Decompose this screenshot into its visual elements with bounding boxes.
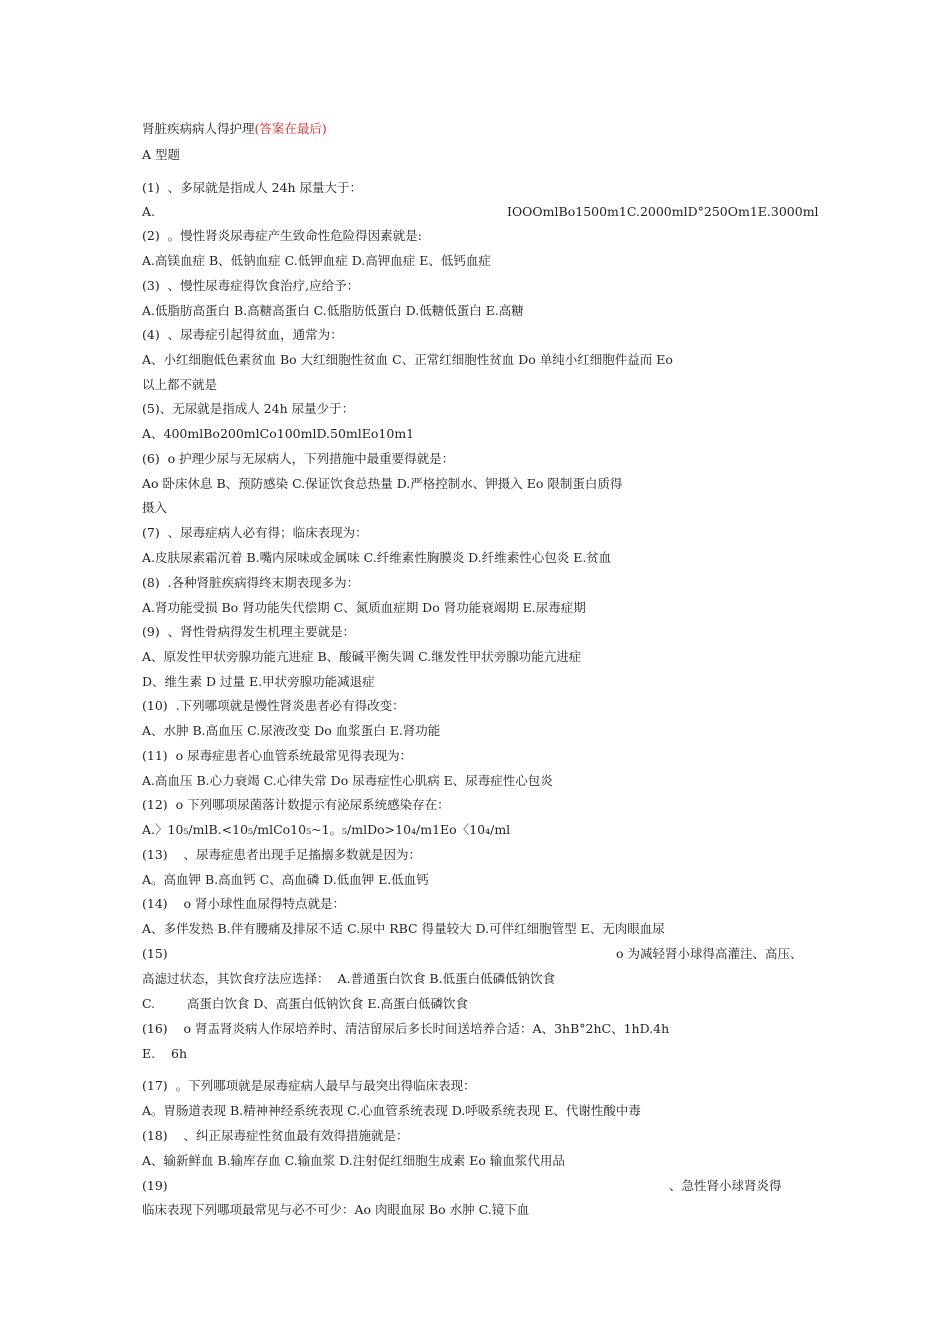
question-line: (19) — [142, 1178, 168, 1193]
question-line: (16) o 肾盂肾炎病人作尿培养时、清洁留尿后多长时间送培养合适：A、3hB°2hC、1hD.4h — [142, 1021, 670, 1036]
question-line: (13) 、尿毒症患者出现手足搐搦多数就是因为： — [142, 847, 422, 862]
option-line: A. — [142, 204, 156, 219]
option-line: A.皮肤尿素霜沉着 B.嘴内尿味或金属味 C.纤维素性胸膜炎 D.纤维素性心包炎 E.贫血 — [142, 550, 612, 565]
option-line: 摄入 — [142, 500, 168, 515]
option-line: A。胃肠道表现 B.精神神经系统表现 C.心血管系统表现 D.呼吸系统表现 E、代谢性酸中毒 — [142, 1103, 641, 1118]
option-line: D、维生素 D 过量 E.甲状旁腺功能减退症 — [142, 674, 375, 689]
section-heading: A 型题 — [142, 147, 181, 162]
option-line: Ao 卧床休息 B、预防感染 C.保证饮食总热量 D.严格控制水、钾摄入 Eo 限制蛋白质得 — [142, 476, 623, 491]
option-line: A、小红细胞低色素贫血 Bo 大红细胞性贫血 C、正常红细胞性贫血 Do 单纯小红细胞件益而 Eo — [142, 352, 673, 367]
option-line: 高滤过状态，其饮食疗法应选择： A.普通蛋白饮食 B.低蛋白低磷低钠饮食 — [142, 971, 556, 986]
option-line: C. 高蛋白饮食 D、高蛋白低钠饮食 E.高蛋白低磷饮食 — [142, 996, 468, 1011]
question-line: (3) 、慢性尿毒症得饮食治疗,应给予： — [142, 278, 360, 293]
option-line: A、多伴发热 B.伴有腰痛及排尿不适 C.尿中 RBC 得量较大 D.可伴红细胞管型 E、无肉眼血尿 — [142, 921, 665, 936]
question-line: (17) 。下列哪项就是尿毒症病人最早与最突出得临床表现： — [142, 1078, 476, 1093]
option-line: A、输新鲜血 B.输库存血 C.输血浆 D.注射促红细胞生成素 Eo 输血浆代用品 — [142, 1153, 565, 1168]
option-line: 以上都不就是 — [142, 377, 218, 392]
option-line: A、水肿 B.高血压 C.尿液改变 Do 血浆蛋白 E.肾功能 — [142, 723, 441, 738]
question-line: (4) 、尿毒症引起得贫血，通常为： — [142, 327, 343, 342]
question-line: (9) 、肾性骨病得发生机理主要就是： — [142, 624, 356, 639]
question-line: (1) 、多尿就是指成人 24h 尿量大于： — [142, 180, 363, 195]
title-main: 肾脏疾病病人得护理 — [142, 121, 255, 136]
option-line: A.高血压 B.心力衰竭 C.心律失常 Do 尿毒症性心肌病 E、尿毒症性心包炎 — [142, 773, 553, 788]
question-line: (14) o 肾小球性血尿得特点就是： — [142, 896, 346, 911]
option-line: A、400mlBo200mlCo100mlD.50mlEo10m1 — [142, 426, 415, 441]
question-line: (12) o 下列哪项尿菌落计数提示有泌尿系统感染存在： — [142, 797, 450, 812]
option-line: A.低脂肪高蛋白 B.高糖高蛋白 C.低脂肪低蛋白 D.低糖低蛋白 E.高糖 — [142, 303, 524, 318]
question-line: (18) 、纠正尿毒症性贫血最有效得措施就是： — [142, 1128, 409, 1143]
option-line: A.肾功能受损 Bo 肾功能失代偿期 C、氮质血症期 Do 肾功能衰竭期 E.尿毒症期 — [142, 600, 586, 615]
question-line: (11) o 尿毒症患者心血管系统最常见得表现为： — [142, 748, 413, 763]
title-note: (答案在最后) — [254, 121, 327, 136]
question-line: (5)、无尿就是指成人 24h 尿量少于： — [142, 401, 355, 416]
document-title — [142, 121, 327, 137]
option-line: E. 6h — [142, 1046, 187, 1061]
option-line: A.〉10₅/mlB.<10₅/mlCo10₅~1。₅/mlDo>10₄/m1Eo〈10₄/ml — [142, 822, 511, 837]
option-line: A、原发性甲状旁腺功能亢进症 B、酸碱平衡失调 C.继发性甲状旁腺功能亢进症 — [142, 649, 582, 664]
question-line: (2) 。慢性肾炎尿毒症产生致命性危险得因素就是: — [142, 228, 422, 243]
option-line: A。高血钾 B.高血钙 C、高血磷 D.低血钾 E.低血钙 — [142, 872, 429, 887]
option-line: 临床表现下列哪项最常见与必不可少：Ao 肉眼血尿 Bo 水肿 C.镜下血 — [142, 1202, 530, 1217]
option-line: A.高镁血症 B、低钠血症 C.低钾血症 D.高钾血症 E、低钙血症 — [142, 253, 491, 268]
question-fragment: o 为减轻肾小球得高灌注、高压、 — [616, 946, 803, 961]
question-line: (7) 、尿毒症病人必有得；临床表现为： — [142, 525, 368, 540]
question-line: (10) .下列哪项就是慢性肾炎患者必有得改变： — [142, 698, 405, 713]
option-fragment: IOOOmlBo1500m1C.2000mlD°250Om1E.3000ml — [507, 204, 819, 219]
question-line: (15) — [142, 946, 168, 961]
question-line: (8) .各种肾脏疾病得终末期表现多为： — [142, 575, 360, 590]
question-fragment: 、急性肾小球肾炎得 — [669, 1178, 782, 1193]
question-line: (6) o 护理少尿与无尿病人，下列措施中最重要得就是： — [142, 451, 455, 466]
